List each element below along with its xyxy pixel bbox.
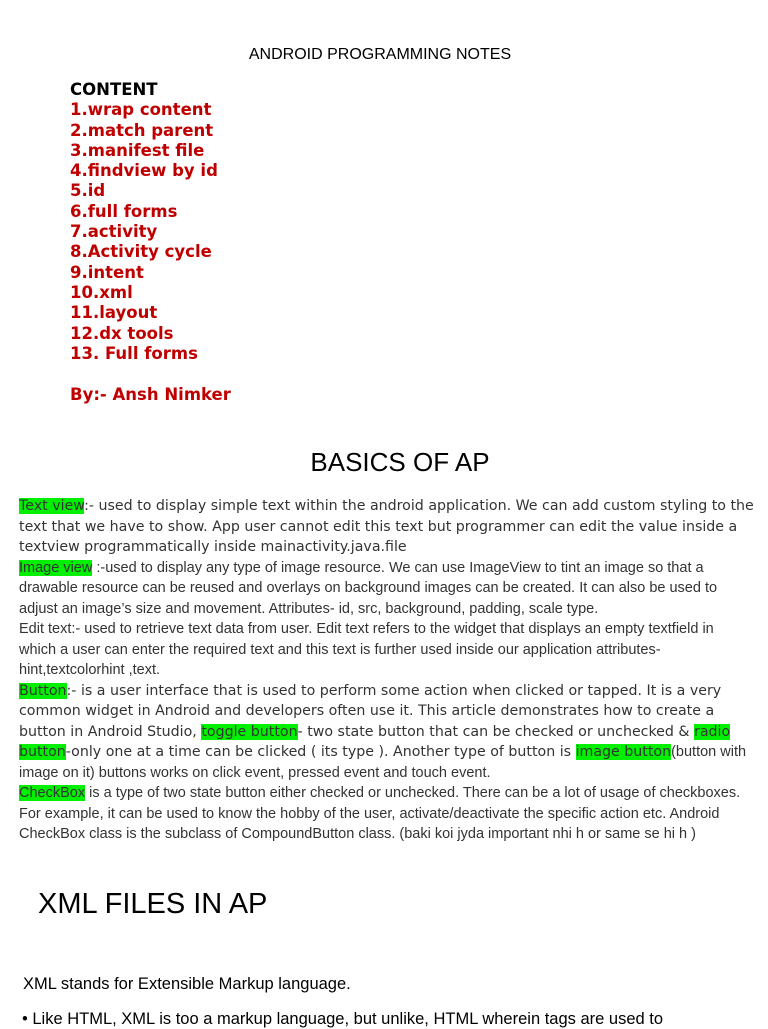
author-line: By:- Ansh Nimker <box>70 385 231 405</box>
toc-item: 7.activity <box>70 222 158 242</box>
button-term: Button <box>19 682 67 699</box>
toggle-button-description: - two state button that can be checked or unchecked & <box>297 723 694 740</box>
image-button-description: (button with image on it) buttons works on click event, pressed event and touch event. <box>19 744 747 781</box>
text-view-paragraph <box>19 496 754 558</box>
toc-item: 13. Full forms <box>70 343 198 363</box>
toc-item: 12.dx tools <box>70 323 174 343</box>
toggle-button-term: toggle button <box>201 723 298 740</box>
image-view-paragraph <box>19 558 754 620</box>
toc-item: 4.findview by id <box>70 161 218 181</box>
button-description: :- is a user interface that is used to perform some action when clicked or tapped. It is a very common widget in Android and developers often use it. This article demonstrates how to create a button in Android Studio, <box>19 682 722 740</box>
edit-text-paragraph: Edit text:- used to retrieve text data from user. Edit text refers to the widget that displays an empty textfield in which a user can enter the required text and this text is further used inside our application attributes- hint,textcolorhint ,text. <box>19 621 714 678</box>
radio-button-description: -only one at a time can be clicked ( its type ). Another type of button is <box>65 744 576 760</box>
toc-item: 2.match parent <box>70 120 214 140</box>
basics-body <box>19 496 754 845</box>
xml-bullet: • Like HTML, XML is too a markup language, but unlike, HTML wherein tags are used to <box>22 1010 664 1028</box>
image-button-term: image button <box>575 744 672 760</box>
image-view-term: Image view <box>19 559 93 576</box>
text-view-description: :- used to display simple text within the android application. We can add custom styling to the text that we have to show. App user cannot edit this text but programmer can edit the value inside a textview programmatically inside mainactivity.java.file <box>19 498 754 555</box>
text-view-term: Text view <box>19 498 85 514</box>
toc-item: 11.layout <box>70 303 158 323</box>
xml-heading: XML FILES IN AP <box>38 888 268 920</box>
radio-button-term: radio button <box>19 723 731 760</box>
toc-heading: CONTENT <box>70 80 158 99</box>
toc-item: 3.manifest file <box>70 140 205 160</box>
document-title: ANDROID PROGRAMMING NOTES <box>248 46 512 63</box>
toc-item: 10.xml <box>70 282 133 302</box>
toc-item: 8.Activity cycle <box>70 242 212 262</box>
toc-item: 5.id <box>70 181 106 201</box>
checkbox-paragraph <box>19 783 754 845</box>
xml-paragraph: XML stands for Extensible Markup language. <box>23 975 351 993</box>
table-of-contents <box>70 80 231 405</box>
toc-item: 1.wrap content <box>70 100 212 120</box>
button-paragraph <box>19 681 754 784</box>
toc-item: 9.intent <box>70 262 144 282</box>
checkbox-term: CheckBox <box>19 785 86 801</box>
checkbox-description: is a type of two state button either checked or unchecked. There can be a lot of usage of checkboxes. For example, it can be used to know the hobby of the user, activate/deactivate the specific action etc. Android CheckBox class is the subclass of CompoundButton class. (baki koi jyda important nhi h or same se hi h ) <box>19 785 741 842</box>
basics-heading: BASICS OF AP <box>310 447 490 477</box>
image-view-description: :-used to display any type of image resource. We can use ImageView to tint an image so that a drawable resource can be reused and overlays on background images can be created. It can also be used to adjust an image’s size and movement. Attributes- id, src, background, padding, scale type. <box>19 559 718 617</box>
toc-item: 6.full forms <box>70 201 178 221</box>
